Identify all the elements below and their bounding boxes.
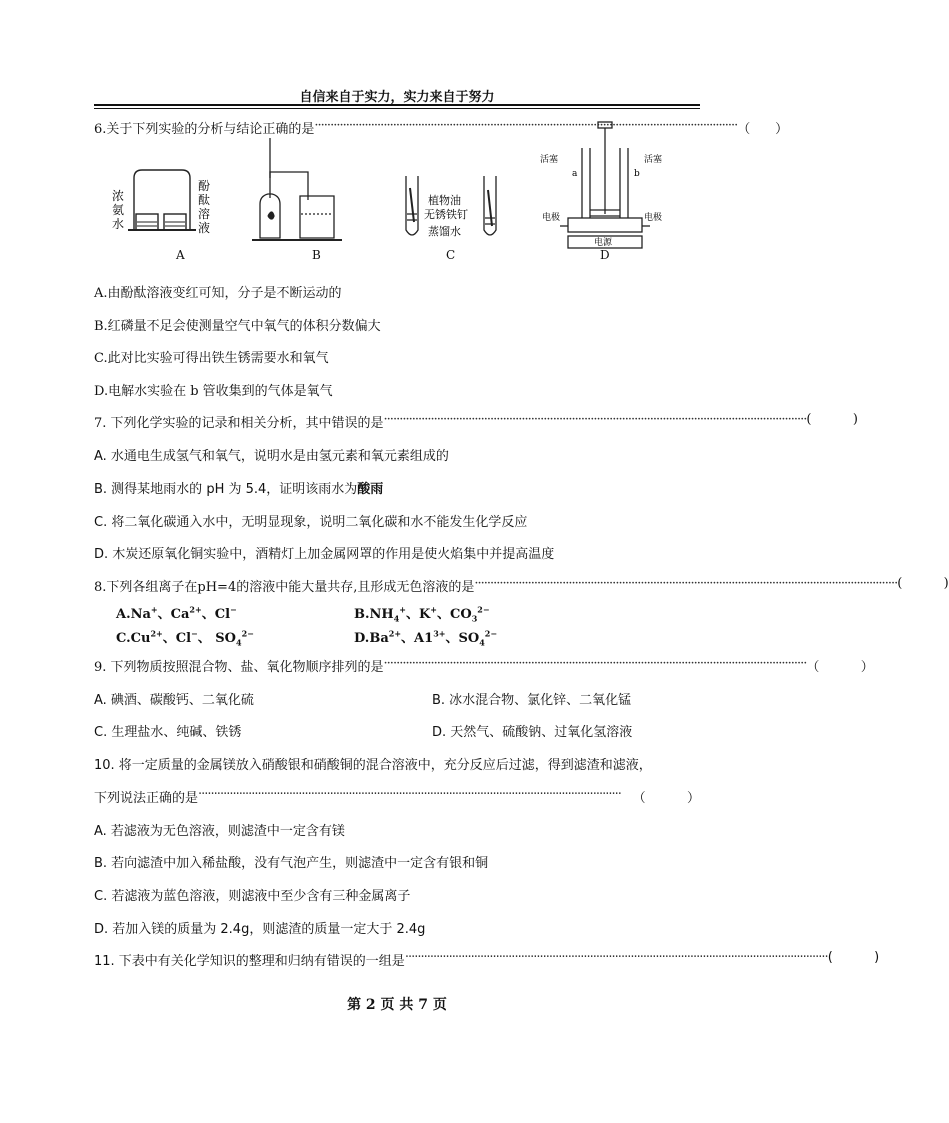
q8-stem: 8.下列各组离子在pH=4的溶液中能大量共存,且形成无色溶液的是 (94, 580, 475, 595)
a-text-right-3: 溶 (198, 207, 211, 221)
a-text-right-2: 酞 (198, 193, 211, 207)
leader-dots: ······································································································································· (383, 656, 807, 671)
a-text-left-1: 浓 (112, 189, 125, 203)
q11-stem-line (94, 950, 880, 969)
q7-option-d: D. 木炭还原氧化铜实验中，酒精灯上加金属网罩的作用是使火焰集中并提高温度 (94, 547, 555, 562)
q6-option-a: A.由酚酞溶液变红可知，分子是不断运动的 (94, 286, 342, 301)
a-text-left-3: 水 (112, 217, 125, 231)
c-text-water: 蒸馏水 (428, 225, 461, 238)
q7-option-b-line (94, 478, 383, 497)
leader-dots: ······································································································································· (314, 118, 738, 133)
page-header: 自信来自于实力，实力来自于努力 (299, 90, 495, 105)
figure-b (252, 138, 342, 240)
q6-experiment-figure (94, 118, 700, 268)
q9-option-a: A. 碘酒、碳酸钙、二氧化硫 (94, 693, 254, 708)
page-footer: 第 2 页 共 7 页 (347, 997, 447, 1013)
c-text-nail: 无锈铁钉 (424, 208, 468, 221)
q6-option-d: D.电解水实验在 b 管收集到的气体是氧气 (94, 384, 333, 399)
q6-option-b: B.红磷量不足会使测量空气中氧气的体积分数偏大 (94, 319, 381, 334)
q8-stem-line (94, 576, 949, 595)
q10-option-c: C. 若滤液为蓝色溶液，则滤液中至少含有三种金属离子 (94, 889, 411, 904)
header-rule-thick (94, 104, 700, 106)
a-text-right-4: 液 (198, 221, 211, 235)
q10-stem-1: 10. 将一定质量的金属镁放入硝酸银和硝酸铜的混合溶液中，充分反应后过滤，得到滤渣和滤液， (94, 758, 652, 773)
figure-label-b: B (312, 248, 321, 262)
q9-option-c: C. 生理盐水、纯碱、铁锈 (94, 725, 242, 740)
figure-label-d: D (600, 248, 610, 262)
q8-option-a: A.Na+、$Ca^{2+}$、Cl− (116, 604, 237, 622)
leader-dots: ······································································································································· (383, 412, 807, 427)
answer-paren: （ ） (806, 660, 874, 675)
a-text-left-2: 氨 (112, 203, 125, 217)
d-left-valve: 活塞 (540, 155, 559, 165)
q10-option-d: D. 若加入镁的质量为 2.4g，则滤渣的质量一定大于 2.4g (94, 922, 426, 937)
q7-option-b: B. 测得某地雨水的 pH 为 5.4，证明该雨水为 (94, 482, 358, 497)
q8-option-b: $B.NH_4^+$、K+、$CO_3^{2-}$ (354, 604, 490, 624)
q9-option-d: D. 天然气、硫酸钠、过氧化氢溶液 (432, 725, 633, 740)
d-left-electrode: 电极 (542, 213, 561, 223)
q11-stem: 11. 下表中有关化学知识的整理和归纳有错误的一组是 (94, 954, 405, 969)
q10-stem-line (94, 787, 700, 806)
c-text-oil: 植物油 (428, 194, 461, 207)
answer-paren: ( ) (806, 412, 858, 427)
q10-option-a: A. 若滤液为无色溶液，则滤渣中一定含有镁 (94, 824, 345, 839)
q6-option-c: C.此对比实验可得出铁生锈需要水和氧气 (94, 351, 329, 366)
leader-dots: ······································································································································· (198, 787, 621, 802)
q9-stem: 9. 下列物质按照混合物、盐、氧化物顺序排列的是 (94, 660, 384, 675)
figure-a (128, 170, 196, 230)
d-label-b: b (634, 169, 640, 179)
q10-option-b: B. 若向滤渣中加入稀盐酸，没有气泡产生，则滤渣中一定含有银和铜 (94, 856, 489, 871)
d-label-a: a (572, 169, 578, 179)
q8-option-d: $D.Ba^{2+}$、$A1^{3+}$、$SO_4^{2-}$ (354, 628, 498, 648)
d-power: 电源 (594, 238, 613, 248)
q7-option-b-bold: 酸雨 (357, 482, 384, 497)
q7-stem-line (94, 412, 858, 431)
d-right-electrode: 电极 (644, 213, 663, 223)
answer-paren: ( ) (897, 576, 949, 591)
answer-paren: （ ） (737, 122, 789, 137)
figure-label-c: C (446, 248, 456, 262)
q6-stem: 6.关于下列实验的分析与结论正确的是 (94, 122, 315, 137)
q7-option-c: C. 将二氧化碳通入水中，无明显现象，说明二氧化碳和水不能发生化学反应 (94, 515, 528, 530)
answer-paren: ( ) (827, 950, 880, 965)
d-right-valve: 活塞 (644, 155, 663, 165)
q9-option-b: B. 冰水混合物、氯化锌、二氧化锰 (432, 693, 632, 708)
figure-d (560, 122, 650, 248)
leader-dots: ······································································································································· (404, 950, 828, 965)
q9-stem-line (94, 656, 874, 675)
q7-stem: 7. 下列化学实验的记录和相关分析，其中错误的是 (94, 416, 384, 431)
answer-paren: （ ） (632, 791, 700, 806)
a-text-right-1: 酚 (198, 179, 211, 193)
q7-option-a: A. 水通电生成氢气和氧气，说明水是由氢元素和氧元素组成的 (94, 449, 449, 464)
q8-option-c: $C.Cu^{2+}$、Cl−、 $SO_4^{2-}$ (116, 628, 254, 648)
leader-dots: ······································································································································· (474, 576, 898, 591)
q10-stem-2: 下列说法正确的是 (94, 791, 199, 806)
figure-label-a: A (176, 248, 185, 262)
header-rule-thin (94, 108, 700, 109)
